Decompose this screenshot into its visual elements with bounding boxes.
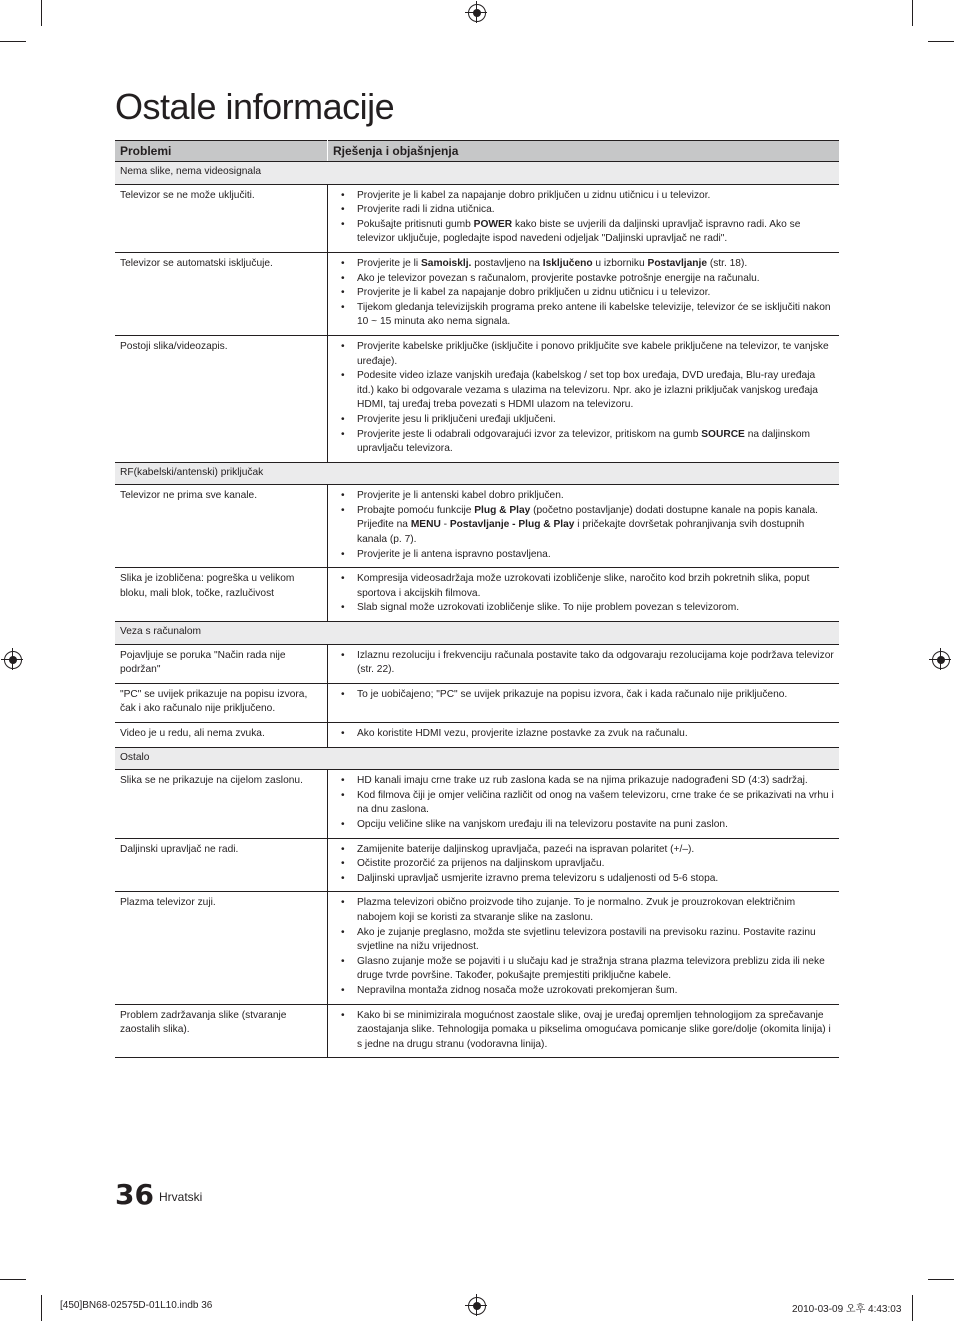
registration-mark-icon (468, 1297, 486, 1315)
table-row (115, 770, 839, 838)
table-row (115, 485, 839, 568)
solution-text: Pokušajte pritisnuti gumb (357, 218, 474, 230)
solutions-cell (328, 184, 840, 252)
page-title: Ostale informacije (115, 86, 395, 127)
solution-item (333, 257, 834, 272)
solution-text: Očistite prozorčić za prijenos na daljinskom upravljaču. (357, 858, 605, 870)
problem-cell: Daljinski upravljač ne radi. (115, 838, 328, 892)
solutions-cell (328, 252, 840, 335)
solutions-cell (328, 683, 840, 722)
solution-item (333, 203, 834, 218)
section-title: Veza s računalom (115, 622, 839, 645)
solution-list (333, 189, 834, 247)
table-row (115, 892, 839, 1004)
solution-item (333, 489, 834, 504)
table-row (115, 683, 839, 722)
problem-cell: Televizor se ne može uključiti. (115, 184, 328, 252)
solution-text: Opciju veličine slike na vanjskom uređaju ili na televizoru postavite na puni zaslon. (357, 818, 728, 830)
registration-mark-icon (468, 4, 486, 22)
solution-text: Provjerite je li kabel za napajanje dobro priključen u zidnu utičnicu i u televizor. (357, 287, 711, 299)
solution-list (333, 340, 834, 457)
solution-text: Podesite video izlaze vanjskih uređaja (kabelskog / set top box uređaja, DVD uređaja, Blu-ray uređaja itd.) kako bi odgovarale vezama s ulazima na televizoru. Npr. ako je izlazni priključak vanjskog uređaja HDMI, taj uređaj treba povezati s HDMI ulazom na televizoru. (357, 370, 818, 411)
solution-text: Probajte pomoću funkcije (357, 504, 475, 516)
troubleshooting-table (115, 140, 839, 1058)
solution-item (333, 872, 834, 887)
solutions-cell (328, 644, 840, 683)
solution-list (333, 572, 834, 616)
solution-text: Daljinski upravljač usmjerite izravno prema televizoru s udaljenosti od 5-6 stopa. (357, 872, 719, 884)
section-header-row (115, 162, 839, 185)
table-row (115, 723, 839, 748)
registration-mark-icon (4, 651, 22, 669)
page-language: Hrvatski (159, 1190, 203, 1204)
solution-text: To je uobičajeno; "PC" se uvijek prikazuje na popisu izvora, čak i kada računalo nije priključeno. (357, 688, 788, 700)
page-number: 36 (115, 1178, 154, 1211)
section-title: Nema slike, nema videosignala (115, 162, 839, 185)
solution-text: Slab signal može uzrokovati izobličenje slike. To nije problem povezan s televizorom. (357, 602, 740, 614)
solution-text: Nepravilna montaža zidnog nosača može uzrokovati prekomjeran šum. (357, 984, 678, 996)
solution-term: SOURCE (701, 428, 745, 440)
solution-text: Tijekom gledanja televizijskih programa preko antene ili kabelske televizije, televizor će se isključiti nakon 10 ~ 15 minuta ako nema signala. (357, 301, 831, 328)
solution-text: na daljinskom upravljaču televizora. (357, 428, 810, 455)
problem-cell: Slika je izobličena: pogreška u velikom bloku, mali blok, točke, razlučivost (115, 568, 328, 622)
solution-list (333, 257, 834, 330)
problem-cell: Televizor ne prima sve kanale. (115, 485, 328, 568)
solution-item (333, 218, 834, 247)
solution-text: Provjerite je li antena ispravno postavljena. (357, 548, 551, 560)
solution-item (333, 413, 834, 428)
problem-cell: Plazma televizor zuji. (115, 892, 328, 1004)
solution-item (333, 926, 834, 955)
solution-item (333, 818, 834, 833)
crop-mark (41, 0, 42, 26)
solution-list (333, 649, 834, 678)
solution-list (333, 1009, 834, 1053)
solution-item (333, 428, 834, 457)
solution-text: Zamijenite baterije daljinskog upravljača, pazeći na ispravan polaritet (+/–). (357, 843, 695, 855)
solution-text: u izborniku (592, 257, 648, 269)
solution-term: MENU (410, 519, 441, 531)
solution-item (333, 1009, 834, 1053)
solution-item (333, 774, 834, 789)
solution-text: Ako koristite HDMI vezu, provjerite izlazne postavke za zvuk na računalu. (357, 728, 688, 739)
solution-list (333, 489, 834, 562)
solution-item (333, 984, 834, 999)
solution-item (333, 301, 834, 330)
solution-item (333, 955, 834, 984)
solution-term: Samoisklj. (420, 257, 472, 269)
table-row (115, 335, 839, 462)
solutions-cell (328, 485, 840, 568)
solution-item (333, 272, 834, 287)
crop-mark (41, 1295, 42, 1321)
problem-cell: Problem zadržavanja slike (stvaranje zaostalih slika). (115, 1004, 328, 1058)
solution-text: Glasno zujanje može se pojaviti i u slučaju kad je stražnja strana plazma televizora preblizu zida ili neke druge tvrde površine. Također, pokušajte premjestiti priključne kabele. (357, 955, 825, 982)
solution-item (333, 601, 834, 616)
solution-text: kako biste se uvjerili da daljinski upravljač ispravno radi. Ako se televizor uključuje, pogledajte ispod navedeni odjeljak "Daljinski upravljač ne radi". (357, 218, 801, 245)
solution-term: Postavljanje (647, 257, 707, 269)
crop-mark (928, 41, 954, 42)
solution-term: Postavljanje - Plug & Play (449, 519, 575, 531)
solution-item (333, 504, 834, 548)
column-header-problems: Problemi (115, 141, 328, 162)
solution-text: Ako je zujanje preglasno, možda ste svjetlinu televizora postavili na previsoku razinu. Postavite razinu svjetline na nižu vrijednost. (357, 926, 816, 953)
solution-list (333, 896, 834, 998)
solution-text: postavljeno na (471, 257, 543, 269)
solution-item (333, 286, 834, 301)
problem-cell: Postoji slika/videozapis. (115, 335, 328, 462)
solution-item (333, 727, 834, 742)
solution-text: Kako bi se minimizirala mogućnost zaostale slike, ovaj je uređaj opremljen tehnologijom za sprečavanje zaostajanja slike. Tehnologija pomaka u pikselima omogućava pomicanje slike gore/dolje (okomita linija) i s jedne na drugu stranu (vodoravna linija). (357, 1009, 831, 1050)
solution-text: Provjerite je li antenski kabel dobro priključen. (357, 490, 564, 502)
solution-text: Provjerite radi li zidna utičnica. (357, 204, 495, 216)
solution-text: Plazma televizori obično proizvode tiho zujanje. To je normalno. Zvuk je prouzrokovan električnim nabojem koji se koristi za stvaranje slike na zaslonu. (357, 897, 796, 923)
solution-list (333, 727, 834, 742)
solution-list (333, 688, 834, 703)
solution-text: Provjerite je li (357, 257, 421, 269)
solution-text: Provjerite je li kabel za napajanje dobro priključen u zidnu utičnicu i u televizor. (357, 189, 711, 201)
table-row (115, 644, 839, 683)
solutions-cell (328, 892, 840, 1004)
registration-mark-icon (932, 651, 950, 669)
problem-cell: Pojavljuje se poruka "Način rada nije podržan" (115, 644, 328, 683)
problem-cell: Televizor se automatski isključuje. (115, 252, 328, 335)
solution-item (333, 688, 834, 703)
problem-cell: "PC" se uvijek prikazuje na popisu izvora, čak i ako računalo nije priključeno. (115, 683, 328, 722)
solution-text: Izlaznu rezoluciju i frekvenciju računala postavite tako da odgovaraju rezolucijama koje podržava televizor (str. 22). (357, 649, 834, 676)
solution-text: i pričekajte dovršetak pohranjivanja svih dostupnih kanala (p. 7). (357, 519, 805, 546)
solutions-cell (328, 568, 840, 622)
solution-term: Plug & Play (474, 504, 531, 516)
table-body (115, 162, 839, 1058)
problem-cell: Slika se ne prikazuje na cijelom zaslonu. (115, 770, 328, 838)
solution-term: Isključeno (542, 257, 593, 269)
solution-text: Provjerite jeste li odabrali odgovarajući izvor za televizor, pritiskom na gumb (357, 428, 702, 440)
solution-term: POWER (473, 218, 513, 230)
crop-mark (0, 1279, 26, 1280)
solutions-cell (328, 335, 840, 462)
crop-mark (912, 0, 913, 26)
table-row (115, 568, 839, 622)
solution-text: Provjerite kabelske priključke (isključite i ponovo priključite sve kabele priključene na televizor, te vanjske uređaje). (357, 340, 829, 367)
solutions-cell (328, 838, 840, 892)
section-title: RF(kabelski/antenski) priključak (115, 462, 839, 485)
solution-item (333, 649, 834, 678)
print-timestamp: 2010-03-09 오후 4:43:03 (792, 1304, 902, 1315)
solution-item (333, 548, 834, 563)
solution-item (333, 857, 834, 872)
table-row (115, 252, 839, 335)
solution-item (333, 369, 834, 413)
section-header-row (115, 462, 839, 485)
solution-text: HD kanali imaju crne trake uz rub zaslona kada se na njima prikazuje nadograđeni SD (4:3) sadržaj. (357, 775, 808, 787)
section-header-row (115, 747, 839, 770)
solution-text: Kompresija videosadržaja može uzrokovati izobličenje slike, naročito kod brzih pokretnih slika, poput sportova i akcijskih filmova. (357, 573, 810, 599)
crop-mark (0, 41, 26, 42)
table-row (115, 1004, 839, 1058)
table-row (115, 838, 839, 892)
solution-text: - (440, 519, 450, 531)
section-title: Ostalo (115, 747, 839, 770)
solution-list (333, 843, 834, 887)
solution-item (333, 896, 834, 925)
crop-mark (912, 1295, 913, 1321)
solution-text: (početno postavljanje) dodati dostupne kanale na popis kanala. Prijeđite na (357, 504, 818, 531)
solutions-cell (328, 770, 840, 838)
solutions-cell (328, 1004, 840, 1058)
table-header-row (115, 141, 839, 162)
solution-item (333, 340, 834, 369)
solution-item (333, 843, 834, 858)
section-header-row (115, 622, 839, 645)
column-header-solutions: Rješenja i objašnjenja (328, 141, 840, 162)
solutions-cell (328, 723, 840, 748)
solution-text: Provjerite jesu li priključeni uređaji uključeni. (357, 413, 556, 425)
print-file-info: [450]BN68-02575D-01L10.indb 36 (60, 1300, 213, 1311)
crop-mark (928, 1279, 954, 1280)
table-row (115, 184, 839, 252)
problem-cell: Video je u redu, ali nema zvuka. (115, 723, 328, 748)
solution-text: Ako je televizor povezan s računalom, provjerite postavke potrošnje energije na računalu. (357, 272, 760, 284)
solution-text: Kod filmova čiji je omjer veličina različit od onog na vašem televizoru, crne trake će se prikazivati na vrhu i na dnu zaslona. (357, 789, 834, 816)
solution-list (333, 774, 834, 832)
solution-item (333, 789, 834, 818)
solution-item (333, 189, 834, 204)
solution-item (333, 572, 834, 601)
solution-text: (str. 18). (707, 257, 748, 269)
